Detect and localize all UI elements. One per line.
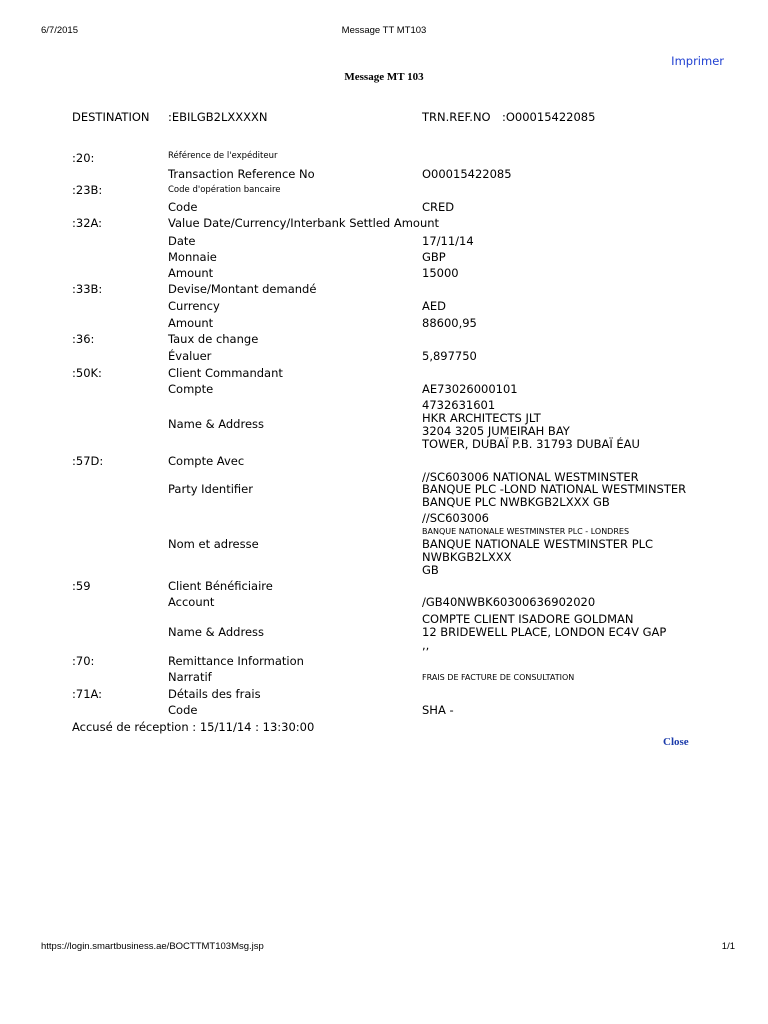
account-with-name-line: BANQUE NATIONALE WESTMINSTER PLC — [422, 537, 654, 551]
trn-ref-value: :O00015422085 — [502, 110, 596, 124]
field-desc-23b: Code d'opération bancaire — [168, 185, 281, 195]
account-with-name-line: //SC603006 — [422, 511, 489, 525]
ordering-name-line: HKR ARCHITECTS JLT — [422, 411, 541, 425]
field-tag-36: :36: — [72, 332, 95, 346]
value-date-value: 17/11/14 — [422, 234, 474, 248]
field-desc-33b: Devise/Montant demandé — [168, 282, 317, 296]
beneficiary-name-line: 12 BRIDEWELL PLACE, LONDON EC4V GAP — [422, 625, 667, 639]
print-date: 6/7/2015 — [41, 25, 78, 36]
field-tag-20: :20: — [72, 151, 95, 165]
party-identifier-line: BANQUE PLC NWBKGB2LXXX GB — [422, 495, 610, 509]
operation-code-value: CRED — [422, 200, 455, 214]
instructed-currency-label: Currency — [168, 299, 220, 313]
exchange-rate-label: Évaluer — [168, 349, 212, 363]
party-identifier-label: Party Identifier — [168, 482, 253, 496]
ordering-account-label: Compte — [168, 382, 214, 396]
destination-value: :EBILGB2LXXXXN — [168, 110, 268, 124]
acknowledgement-text: Accusé de réception : 15/11/14 : 13:30:00 — [72, 720, 315, 734]
ordering-name-label: Name & Address — [168, 417, 265, 431]
page-number: 1/1 — [721, 941, 735, 952]
field-desc-70: Remittance Information — [168, 654, 304, 668]
field-desc-32a: Value Date/Currency/Interbank Settled Amount — [168, 216, 440, 230]
account-with-name-line: BANQUE NATIONALE WESTMINSTER PLC - LONDRES — [422, 527, 630, 536]
field-tag-70: :70: — [72, 654, 95, 668]
field-desc-50k: Client Commandant — [168, 366, 283, 380]
account-with-name-line: NWBKGB2LXXX — [422, 550, 512, 564]
transaction-ref-value: O00015422085 — [422, 167, 512, 181]
field-desc-71a: Détails des frais — [168, 687, 261, 701]
instructed-amount-label: Amount — [168, 316, 214, 330]
account-with-name-line: GB — [422, 563, 439, 577]
operation-code-label: Code — [168, 200, 198, 214]
field-tag-32a: :32A: — [72, 216, 103, 230]
party-identifier-line: //SC603006 NATIONAL WESTMINSTER — [422, 470, 639, 484]
ordering-name-line: 4732631601 — [422, 398, 496, 412]
close-link[interactable]: Close — [663, 736, 689, 748]
ordering-name-line: TOWER, DUBAÏ P.B. 31793 DUBAÏ ÉAU — [422, 437, 640, 451]
narrative-value: FRAIS DE FACTURE DE CONSULTATION — [422, 673, 575, 682]
account-with-name-label: Nom et adresse — [168, 537, 259, 551]
beneficiary-account-label: Account — [168, 595, 215, 609]
ordering-name-line: 3204 3205 JUMEIRAH BAY — [422, 424, 570, 438]
page-url: https://login.smartbusiness.ae/BOCTTMT103Msg.jsp — [41, 941, 264, 952]
field-desc-36: Taux de change — [168, 332, 259, 346]
exchange-rate-value: 5,897750 — [422, 349, 477, 363]
settled-amount-label: Amount — [168, 266, 214, 280]
field-desc-59: Client Bénéficiaire — [168, 579, 273, 593]
field-tag-50k: :50K: — [72, 366, 102, 380]
print-page-title: Message TT MT103 — [341, 25, 427, 36]
instructed-currency-value: AED — [422, 299, 446, 313]
settled-currency-value: GBP — [422, 250, 446, 264]
value-date-label: Date — [168, 234, 196, 248]
charges-code-label: Code — [168, 703, 198, 717]
settled-currency-label: Monnaie — [168, 250, 217, 264]
party-identifier-line: BANQUE PLC -LOND NATIONAL WESTMINSTER — [422, 482, 687, 496]
charges-code-value: SHA - — [422, 703, 454, 717]
narrative-label: Narratif — [168, 670, 212, 684]
beneficiary-name-label: Name & Address — [168, 625, 265, 639]
transaction-ref-label: Transaction Reference No — [168, 167, 315, 181]
field-desc-57d: Compte Avec — [168, 454, 245, 468]
beneficiary-account-value: /GB40NWBK60300636902020 — [422, 595, 596, 609]
trn-ref-label: TRN.REF.NO — [422, 110, 491, 124]
page-title: Message MT 103 — [344, 71, 424, 83]
settled-amount-value: 15000 — [422, 266, 459, 280]
field-tag-57d: :57D: — [72, 454, 104, 468]
print-link[interactable]: Imprimer — [671, 54, 724, 68]
field-tag-71a: :71A: — [72, 687, 103, 701]
field-tag-33b: :33B: — [72, 282, 103, 296]
destination-label: DESTINATION — [72, 110, 150, 124]
ordering-account-value: AE73026000101 — [422, 382, 518, 396]
field-desc-20: Référence de l'expéditeur — [168, 151, 278, 161]
beneficiary-name-line: COMPTE CLIENT ISADORE GOLDMAN — [422, 612, 634, 626]
beneficiary-name-line: ,, — [422, 638, 430, 652]
instructed-amount-value: 88600,95 — [422, 316, 477, 330]
field-tag-23b: :23B: — [72, 183, 103, 197]
field-tag-59: :59 — [72, 579, 91, 593]
